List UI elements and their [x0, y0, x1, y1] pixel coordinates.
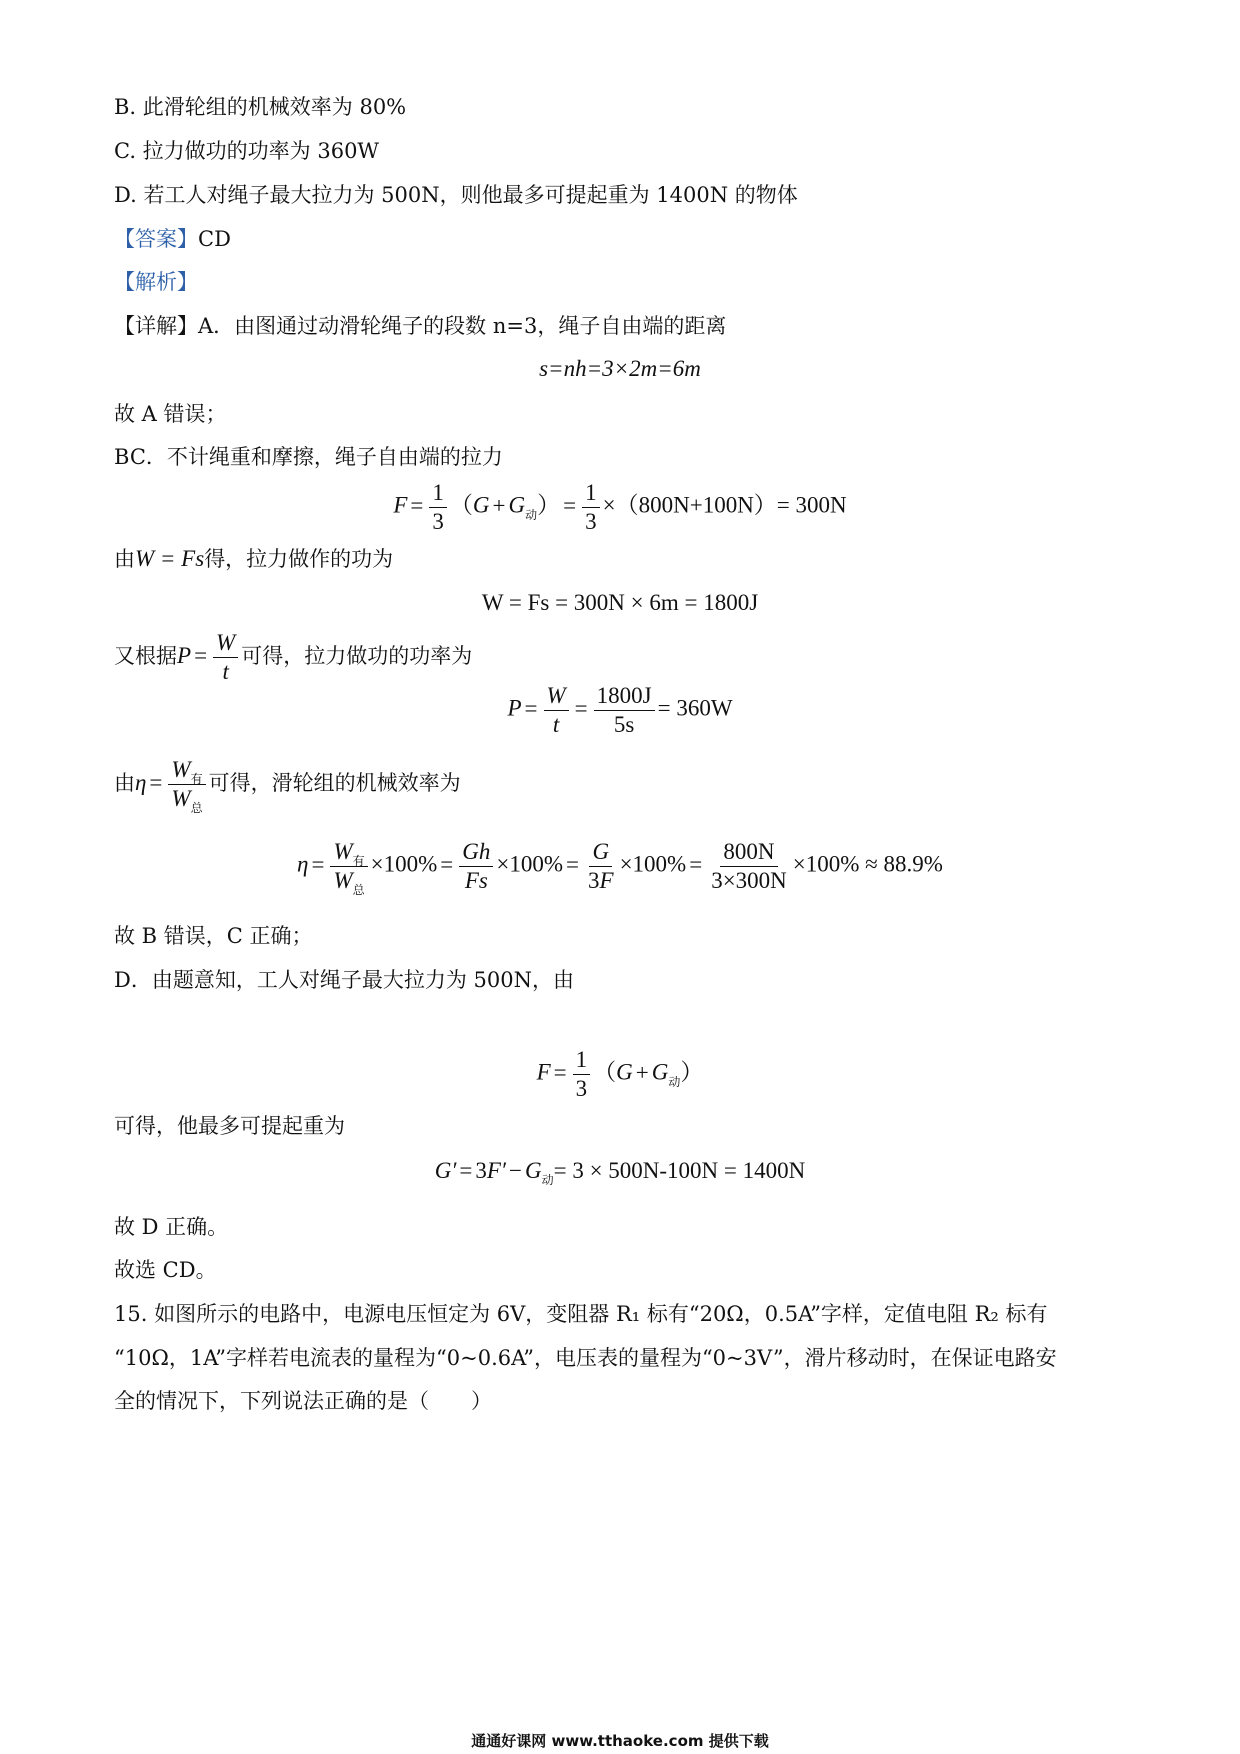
- w-intro: 由W = Fs得，拉力做作的功为: [114, 546, 394, 571]
- equation-w: W = Fs = 300N × 6m = 1800J: [481, 590, 759, 615]
- equation-eta: η = $\frac{W_有}{W_总}$ ×100% = $\frac{Gh}{Fs}$ ×100% = $\frac{G}{3F}$ ×100% = $\frac{800N}{3\times 300N}$ ×100% ≈ 88.9%: [297, 839, 943, 897]
- p-intro: 又根据P = $\frac{W}{t}$ 可得，拉力做功的功率为: [114, 630, 473, 685]
- d-result-intro: 可得，他最多可提起重为: [114, 1114, 345, 1138]
- bc-text: BC．不计绳重和摩擦，绳子自由端的拉力: [114, 445, 503, 469]
- q15-line1: 15. 如图所示的电路中，电源电压恒定为 6V，变阻器 R₁ 标有“20Ω，0.5A”字样，定值电阻 R₂ 标有: [114, 1302, 1048, 1326]
- answer-line: [114, 225, 231, 253]
- q15-line3: 全的情况下，下列说法正确的是（ ）: [114, 1389, 492, 1413]
- detail-label: 【详解】: [114, 314, 198, 338]
- detail-a-line: [114, 312, 726, 340]
- answer-label: 【答案】: [114, 227, 198, 251]
- detail-a-text: A．由图通过动滑轮绳子的段数 n=3，绳子自由端的距离: [198, 314, 727, 338]
- equation-g: $G' = 3F' - G_动= 3 \times 500N-100N = 1400N$: [434, 1158, 806, 1187]
- q15-line2: “10Ω，1A”字样若电流表的量程为“0~0.6A”，电压表的量程为“0~3V”，滑片移动时，在保证电路安: [114, 1346, 1057, 1370]
- eta-intro: 由η = $\frac{W_有}{W_总}$ 可得，滑轮组的机械效率为: [114, 757, 461, 816]
- equation-f-tail: ×（800N+100N）= 300N: [602, 492, 847, 518]
- equation-s: s=nh=3×2m=6m: [539, 356, 701, 381]
- option-b: B. 此滑轮组的机械效率为 80%: [114, 95, 407, 119]
- answer-value: CD: [198, 227, 231, 251]
- d-conclusion: 故 D 正确。: [114, 1215, 229, 1239]
- equation-p: P = $\frac{W}{t}$ = $\frac{1800J}{5s}$ = 360W: [507, 683, 733, 737]
- bc-conclusion: 故 B 错误，C 正确；: [114, 924, 313, 948]
- option-c: C. 拉力做功的功率为 360W: [114, 139, 380, 163]
- equation-f: F = $\frac{1}{3}$ $(G + G_动)$ = $\frac{1}{3}$ ×（800N+100N）= 300N: [393, 480, 847, 534]
- option-d: D. 若工人对绳子最大拉力为 500N，则他最多可提起重为 1400N 的物体: [114, 183, 798, 207]
- final-answer: 故选 CD。: [114, 1258, 217, 1282]
- d-text: D．由题意知，工人对绳子最大拉力为 500N，由: [114, 968, 574, 992]
- analysis-label: 【解析】: [114, 270, 198, 294]
- equation-f2: F = $\frac{1}{3}$ $(G + G_动)$: [536, 1047, 704, 1101]
- a-conclusion: 故 A 错误；: [114, 402, 227, 426]
- footer-watermark: 通通好课网 www.tthaoke.com 提供下载: [471, 1732, 769, 1750]
